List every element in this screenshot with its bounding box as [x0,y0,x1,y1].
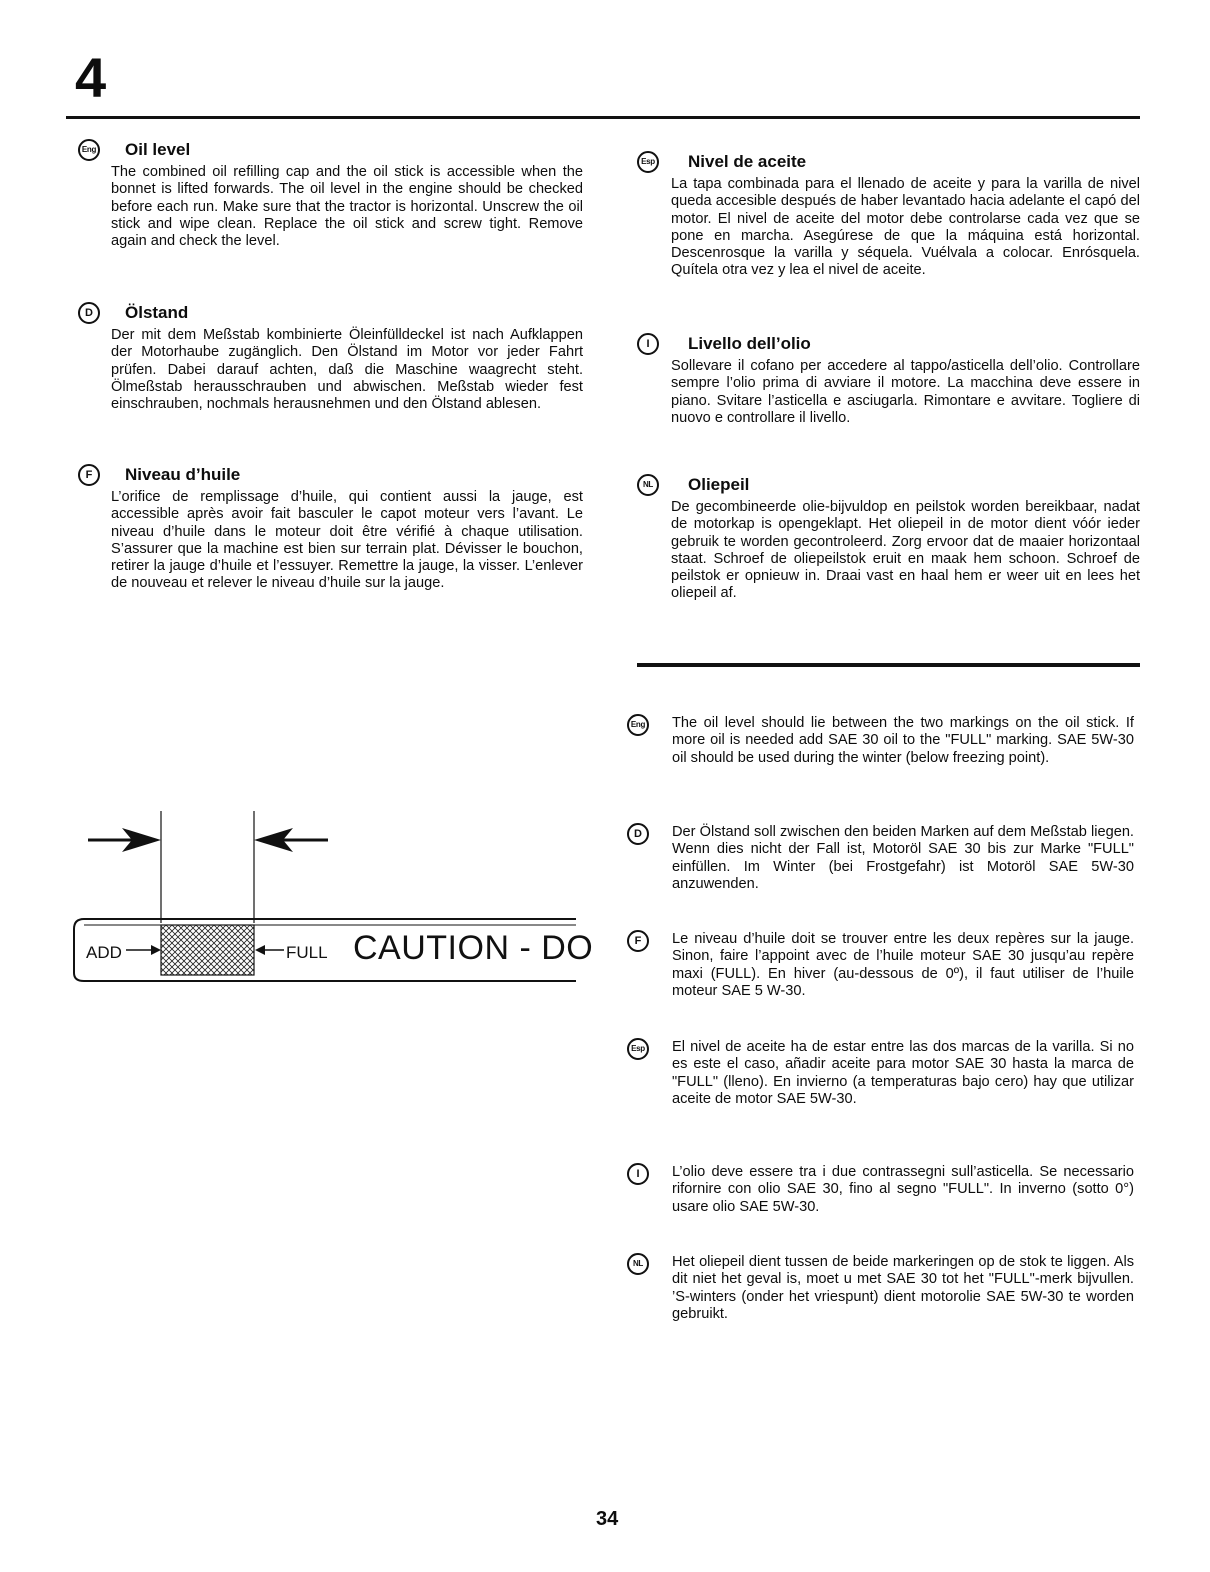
dipstick-illustration [70,805,594,995]
section-title: Oliepeil [688,475,750,494]
language-eng-icon: Eng [627,714,649,736]
section-niveau-huile-fr [78,464,598,624]
note-it [627,1163,1137,1223]
section-title: Nivel de aceite [688,152,807,171]
section-title: Livello dell’olio [688,334,811,353]
language-es-icon: Esp [637,151,659,173]
note-body: The oil level should lie between the two markings on the oil stick. If more oil is needed add SAE 30 oil to the "FULL" marking. SAE 5W-30 oil should be used during the winter (below freezing point). [672,715,1134,766]
note-fr [627,930,1137,1010]
language-eng-icon: Eng [78,139,100,161]
note-de [627,823,1137,903]
language-nl-icon: NL [637,474,659,496]
note-nl [627,1253,1137,1333]
column-divider [637,663,1140,667]
note-body: L’olio deve essere tra i due contrassegni sull’asticella. Se necessario rifornire con olio SAE 30, fino al segno "FULL". In inverno (sotto 0°) usare olio SAE 5W-30. [672,1164,1134,1215]
section-oelstand-de [78,302,598,442]
language-nl-icon: NL [627,1253,649,1275]
language-de-icon: D [627,823,649,845]
language-fr-icon: F [627,930,649,952]
section-body: La tapa combinada para el llenado de aceite y para la varilla de nivel queda accesible después de haber levantado hacia adelante el capó del motor. El nivel de aceite del motor debe controlarse cada vez que se pone en marcha. Asegúrese de que la máquina está horizontal. Descenrosque la varilla y séquela. Vuélvala a colocar. Enrósquela. Quítela otra vez y lea el nivel de aceite. [671,176,1140,279]
language-es-icon: Esp [627,1038,649,1060]
note-body: Der Ölstand soll zwischen den beiden Marken auf dem Meßstab liegen. Wenn dies nicht der Fall ist, Motoröl SAE 30 bis zur Marke "FULL" einfüllen. Im Winter (bei Frostgefahr) ist Motoröl SAE 5W-30 anzuwenden. [672,824,1134,892]
language-it-icon: I [627,1163,649,1185]
note-es [627,1038,1137,1133]
language-de-icon: D [78,302,100,324]
section-nivel-aceite-es [637,151,1142,311]
section-body: L’orifice de remplissage d’huile, qui contient aussi la jauge, est accessible après avoir fait basculer le capot moteur vers l’avant. Le niveau d’huile dans le moteur doit être vérifié à chaque utilisation. S’assurer que la machine est bien sur terrain plat. Dévisser le bouchon, retirer la jauge d’huile et l’essuyer. Remettre la jauge, la visser. L’enlever de nouveau et relever le niveau d’huile sur la jauge. [111,489,583,592]
caution-text: CAUTION - DO [353,929,594,967]
language-it-icon: I [637,333,659,355]
note-body: Het oliepeil dient tussen de beide markeringen op de stok te liggen. Als dit niet het geval is, moet u met SAE 30 tot het "FULL"-merk bijvullen. ’S-winters (onder het vriespunt) dient motorolie SAE 5W-30 te worden gebruikt. [672,1254,1134,1322]
section-title: Niveau d’huile [125,465,241,484]
note-body: Le niveau d’huile doit se trouver entre les deux repères sur la jauge. Sinon, faire l’appoint avec de l’huile moteur SAE 30 jusqu’au repère maxi (FULL). En hiver (au-dessous de 0º), il faut utiliser de l’huile moteur SAE 5 W-30. [672,931,1134,999]
section-title: Oil level [125,140,191,159]
safe-range-hatch [161,925,254,975]
section-body: The combined oil refilling cap and the oil stick is accessible when the bonnet is lifted forwards. The oil level in the engine should be checked before each run. Make sure that the tractor is horizontal. Unscrew the oil stick and wipe clean. Replace the oil stick and screw tight. Remove again and check the level. [111,164,583,250]
section-body: Sollevare il cofano per accedere al tappo/asticella dell’olio. Controllare sempre l’olio prima di avviare il motore. La macchina deve essere in piano. Svitare l’asticella e asciugarla. Rimontare e avvitare. Togliere di nuovo e controllare il livello. [671,358,1140,426]
full-mark-label: FULL [286,943,328,962]
note-body: El nivel de aceite ha de estar entre las dos marcas de la varilla. Si no es este el caso, añadir aceite para motor SAE 30 hasta la marca de "FULL" (lleno). En invierno (a temperaturas bajo cero) hay que utilizar aceite de motor SAE 5W-30. [672,1039,1134,1107]
section-body: Der mit dem Meßstab kombinierte Öleinfülldeckel ist nach Aufklappen der Motorhaube zugänglich. Den Ölstand im Motor vor jeder Fahrt prüfen. Dabei darauf achten, daß die Maschine waagrecht steht. Ölmeßstab herausschrauben und abwischen. Meßstab wieder fest einschrauben, nochmals herausnehmen und den Ölstand ablesen. [111,327,583,413]
language-fr-icon: F [78,464,100,486]
section-body: De gecombineerde olie-bijvuldop en peilstok worden bereikbaar, nadat de motorkap is opengeklapt. Het oliepeil in de motor dient vóór ieder gebruik te worden gecontroleerd. Zorg ervoor dat de maaier horizontaal staat. Schroef de oliepeilstok eruit en maak hem schoon. Schroef de peilstok er opnieuw in. Draai vast en haal hem er weer uit en lees het oliepeil af. [671,499,1140,602]
top-divider [66,116,1140,119]
add-mark-label: ADD [86,943,122,962]
section-title: Ölstand [125,303,189,322]
section-livello-olio-it [637,333,1142,453]
note-eng [627,714,1137,794]
section-oil-level-eng [78,139,598,279]
chapter-number: 4 [75,46,107,109]
page-number: 34 [596,1508,619,1530]
section-oliepeil-nl [637,474,1142,634]
